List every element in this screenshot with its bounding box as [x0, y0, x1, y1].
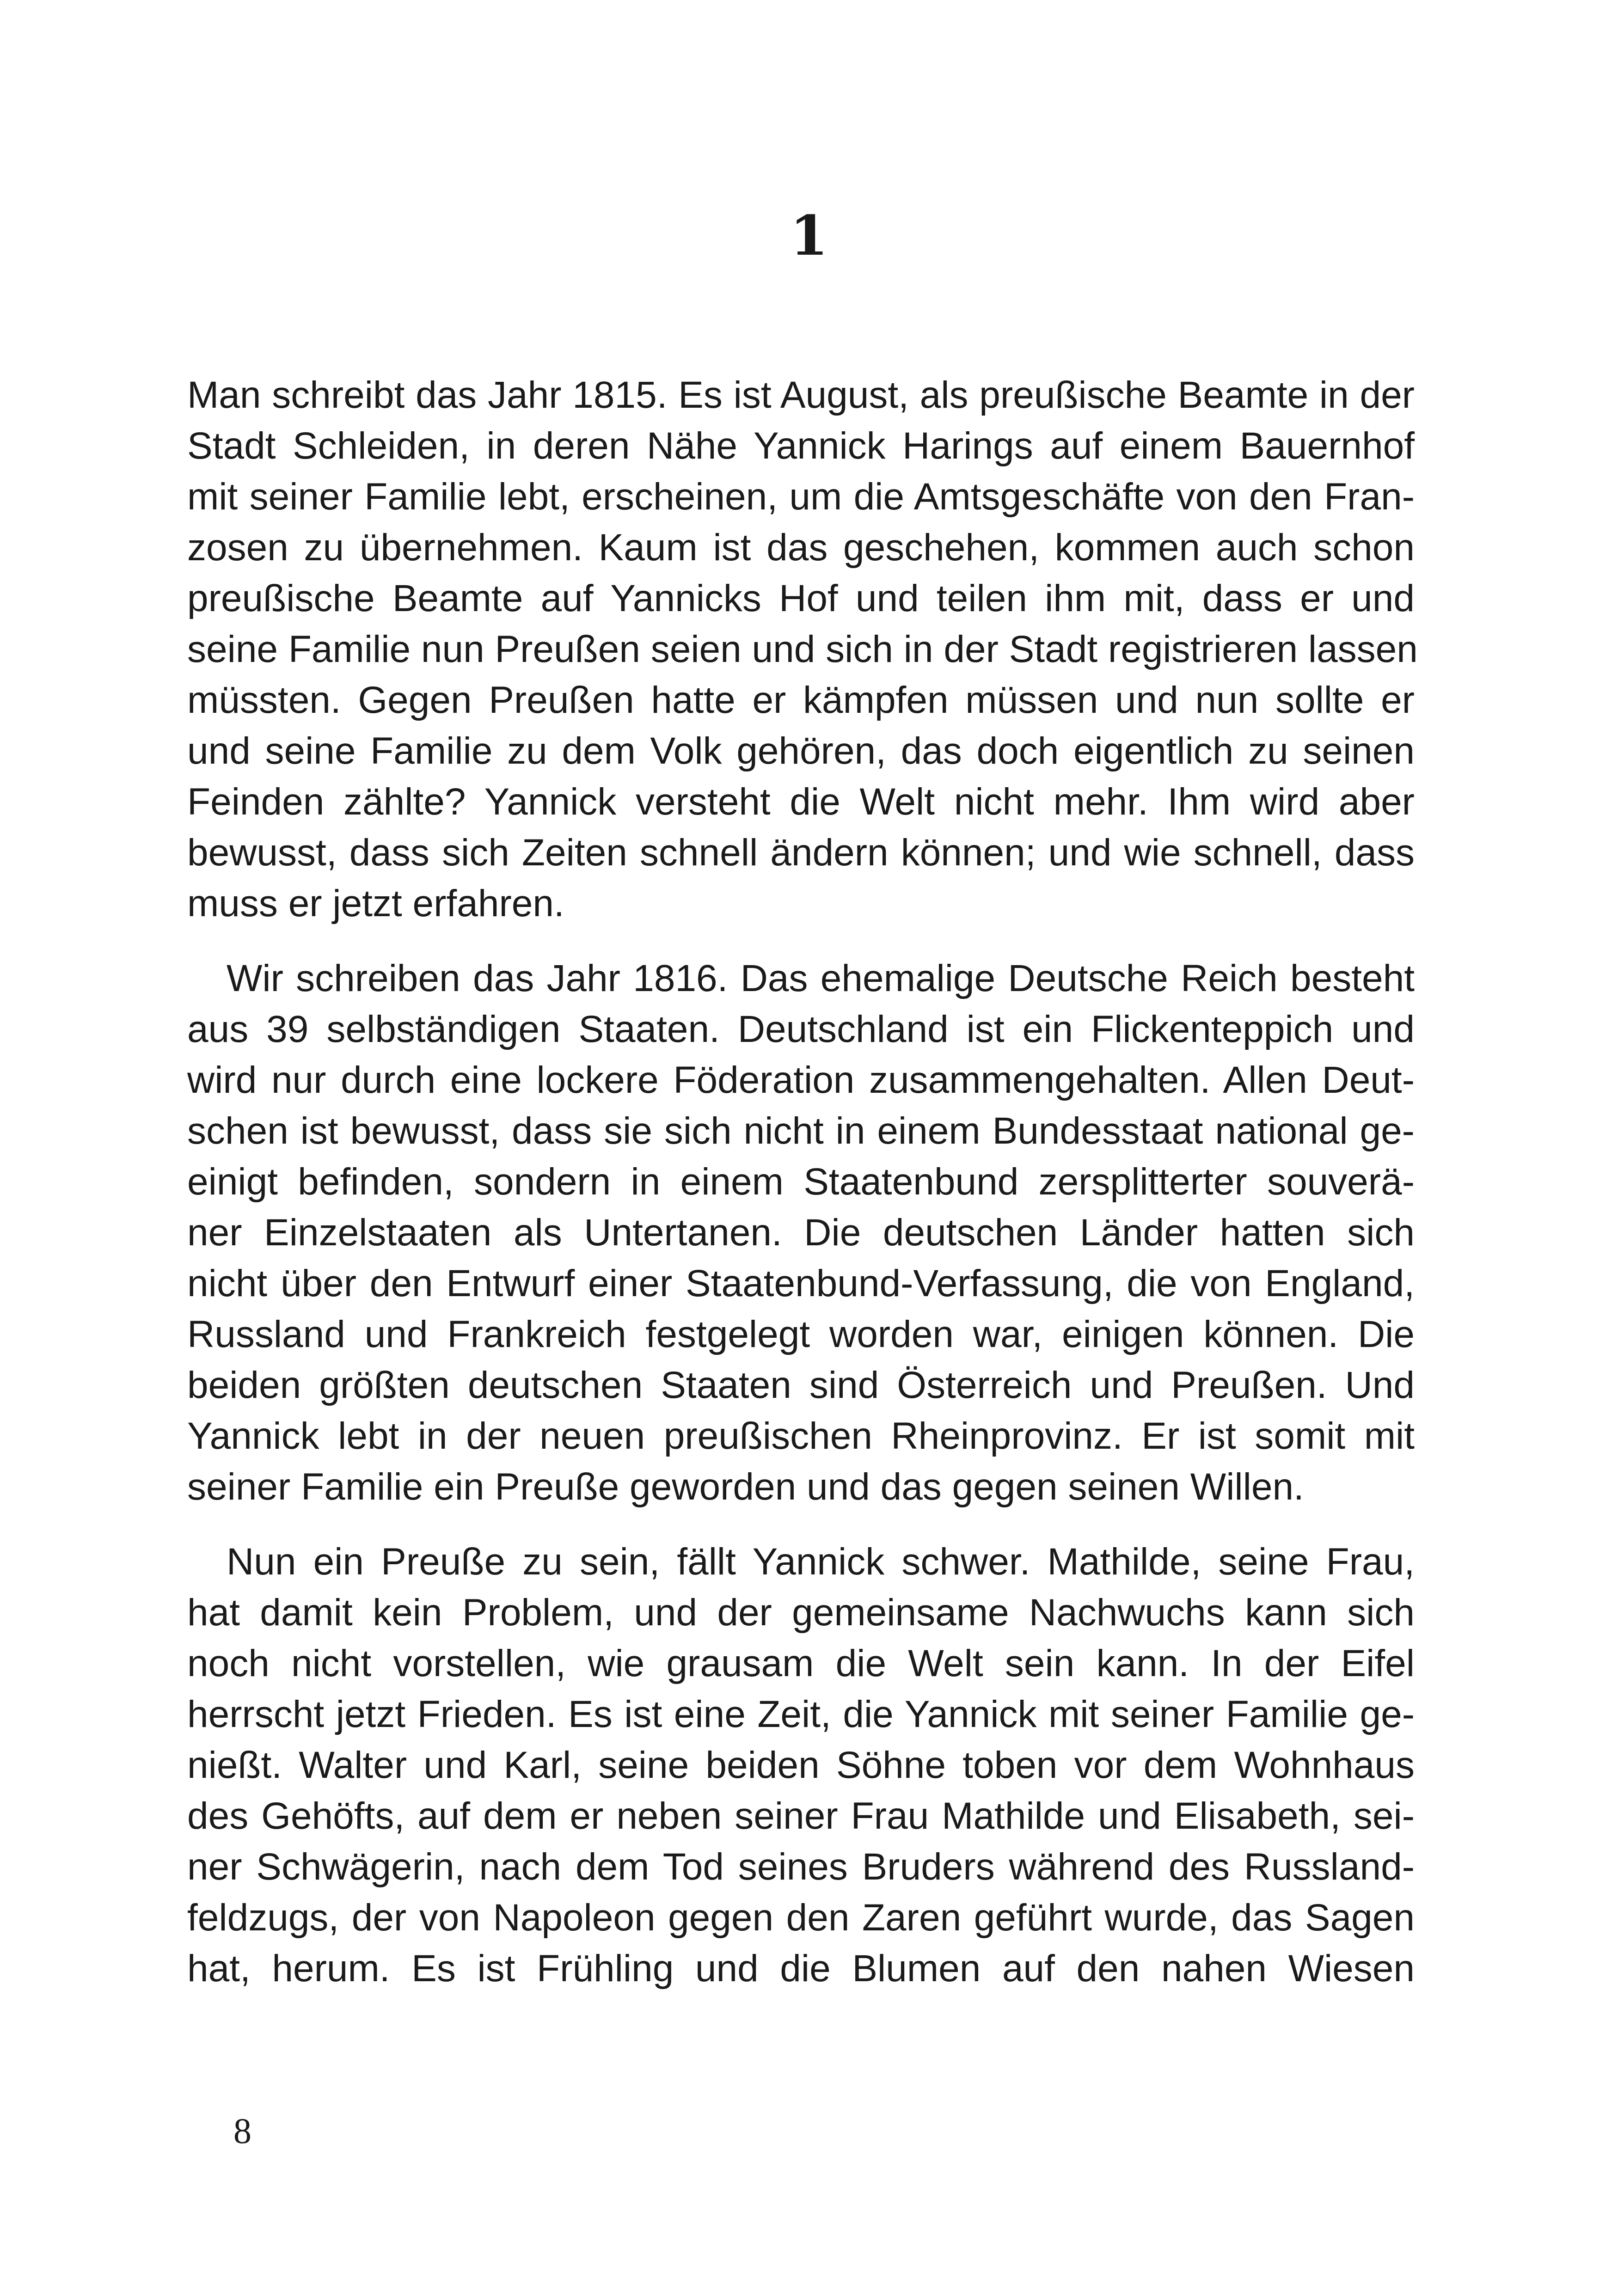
text-line: zosen zu übernehmen. Kaum ist das geschehen, kommen auch schon: [187, 527, 1415, 569]
text-line: seiner Familie ein Preuße geworden und das gegen seinen Willen.: [187, 1466, 1304, 1508]
text-line: feldzugs, der von Napoleon gegen den Zaren geführt wurde, das Sagen: [187, 1897, 1415, 1939]
text-line: Man schreibt das Jahr 1815. Es ist August, als preußische Beamte in der: [187, 374, 1415, 416]
text-line: hat damit kein Problem, und der gemeinsame Nachwuchs kann sich: [187, 1592, 1415, 1634]
text-line: Yannick lebt in der neuen preußischen Rheinprovinz. Er ist somit mit: [187, 1415, 1415, 1457]
paragraph: [187, 1537, 1415, 1994]
text-line: noch nicht vorstellen, wie grausam die Welt sein kann. In der Eifel: [187, 1642, 1415, 1684]
text-line: seine Familie nun Preußen seien und sich in der Stadt registrieren lassen: [187, 628, 1418, 670]
text-line: ner Schwägerin, nach dem Tod seines Bruders während des Russland-: [187, 1846, 1415, 1888]
text-line: bewusst, dass sich Zeiten schnell ändern können; und wie schnell, dass: [187, 832, 1415, 874]
text-line: nicht über den Entwurf einer Staatenbund-Verfassung, die von England,: [187, 1262, 1415, 1304]
text-line: aus 39 selbständigen Staaten. Deutschland ist ein Flickenteppich und: [187, 1008, 1415, 1050]
text-line: Feinden zählte? Yannick versteht die Welt nicht mehr. Ihm wird aber: [187, 781, 1415, 823]
paragraph: [187, 953, 1415, 1512]
text-line: einigt befinden, sondern in einem Staatenbund zersplitterter souverä-: [187, 1161, 1415, 1203]
text-line: mit seiner Familie lebt, erscheinen, um die Amtsgeschäfte von den Fran-: [187, 476, 1415, 518]
text-line: wird nur durch eine lockere Föderation zusammengehalten. Allen Deut-: [187, 1059, 1415, 1101]
text-line: beiden größten deutschen Staaten sind Österreich und Preußen. Und: [187, 1364, 1415, 1406]
text-line: preußische Beamte auf Yannicks Hof und teilen ihm mit, dass er und: [187, 577, 1415, 619]
text-line: schen ist bewusst, dass sie sich nicht in einem Bundesstaat national ge-: [187, 1110, 1415, 1152]
text-line: und seine Familie zu dem Volk gehören, das doch eigentlich zu seinen: [187, 730, 1415, 772]
text-line: hat, herum. Es ist Frühling und die Blumen auf den nahen Wiesen: [187, 1947, 1415, 1990]
text-line: ner Einzelstaaten als Untertanen. Die deutschen Länder hatten sich: [187, 1212, 1415, 1254]
text-line: Nun ein Preuße zu sein, fällt Yannick schwer. Mathilde, seine Frau,: [227, 1541, 1415, 1583]
text-line: muss er jetzt erfahren.: [187, 882, 564, 925]
chapter-body: [187, 370, 1418, 2018]
text-line: nießt. Walter und Karl, seine beiden Söhne toben vor dem Wohnhaus: [187, 1744, 1415, 1786]
paragraph: [187, 370, 1418, 929]
text-line: herrscht jetzt Frieden. Es ist eine Zeit, die Yannick mit seiner Familie ge-: [187, 1693, 1415, 1735]
text-line: Stadt Schleiden, in deren Nähe Yannick Harings auf einem Bauernhof: [187, 425, 1415, 467]
text-line: des Gehöfts, auf dem er neben seiner Frau Mathilde und Elisabeth, sei-: [187, 1795, 1415, 1837]
text-line: Russland und Frankreich festgelegt worden war, einigen können. Die: [187, 1313, 1415, 1355]
text-line: Wir schreiben das Jahr 1816. Das ehemalige Deutsche Reich besteht: [227, 957, 1415, 999]
text-line: müssten. Gegen Preußen hatte er kämpfen müssen und nun sollte er: [187, 679, 1415, 721]
page-number: 8: [233, 2111, 251, 2151]
chapter-number: 1: [790, 203, 828, 268]
